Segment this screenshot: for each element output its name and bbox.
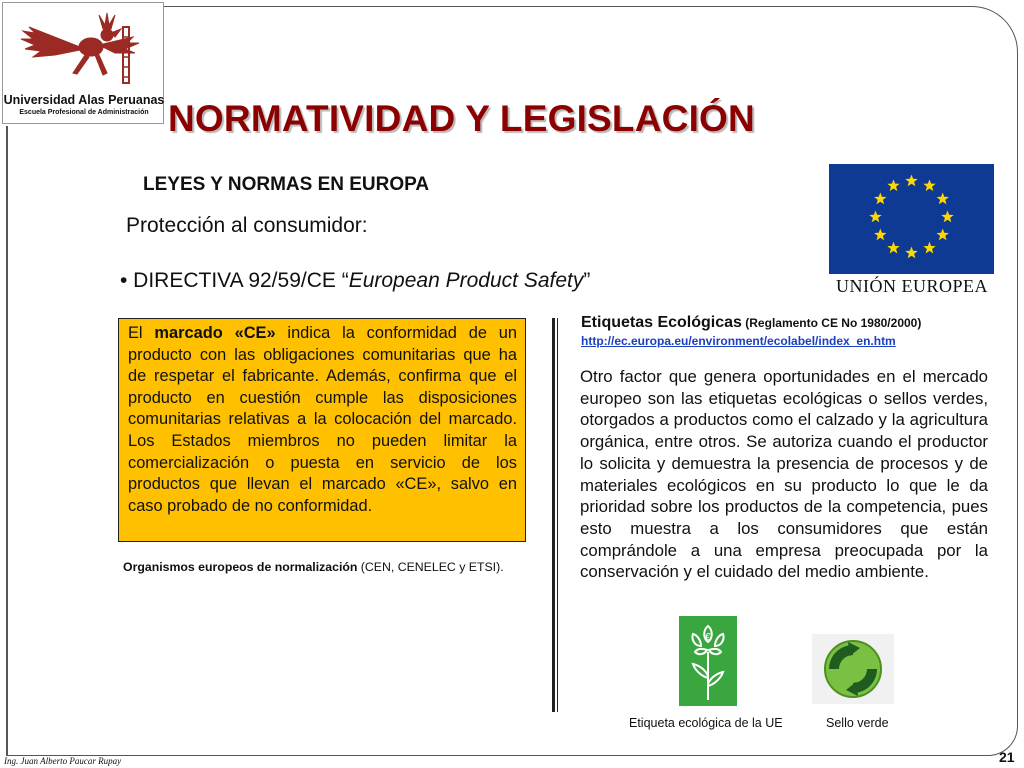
directive-name: European Product Safety — [348, 269, 584, 292]
eu-ecolabel-caption: Etiqueta ecológica de la UE — [629, 716, 783, 730]
eco-regulation: (Reglamento CE No 1980/2000) — [741, 316, 922, 330]
green-dot-graphic — [812, 634, 894, 704]
green-dot-recycling-icon — [812, 634, 894, 704]
university-name: Universidad Alas Peruanas — [3, 93, 165, 107]
ce-marking-box — [118, 318, 526, 542]
subheading: Protección al consumidor: — [126, 214, 368, 237]
eu-star-icon — [874, 229, 886, 241]
column-divider — [552, 318, 558, 712]
eu-ecolabel-graphic — [679, 616, 737, 706]
directive-bullet — [120, 269, 590, 293]
ce-text-start: El — [128, 324, 155, 342]
eco-labels-heading — [581, 314, 921, 332]
eu-star-icon — [887, 179, 899, 191]
eu-star-icon — [937, 229, 949, 241]
slide-frame-left-edge — [6, 126, 8, 756]
org-note-bold: Organismos europeos de normalización — [123, 560, 358, 574]
svg-text:€: € — [705, 632, 711, 643]
ce-text-rest: indica la conformidad de un producto con las obligaciones comunitarias que ha de respetar el fabricante. Además, confirma que el producto en cuestión cumple las disposiciones comunitarias relativas a la colocación del marcado. Los Estados miembros no pueden limitar la comercialización o puesta en servicio de los productos que llevan el marcado «CE», salvo en caso probado de no conformidad. — [128, 324, 517, 515]
winged-figure-icon — [15, 7, 155, 87]
eu-star-icon — [874, 193, 886, 205]
eu-caption: UNIÓN EUROPEA — [836, 276, 988, 296]
directive-suffix: ” — [583, 269, 591, 292]
university-school: Escuela Profesional de Administración — [19, 109, 149, 116]
eu-star-icon — [869, 211, 881, 223]
eu-flag-icon — [829, 164, 994, 274]
eco-labels-paragraph: Otro factor que genera oportunidades en el mercado europeo son las etiquetas ecológicas o sellos verdes, otorgados a productos como el calzado y la agricultura orgánica, entre otros. Se autoriza cuando el productor lo solicita y demuestra la presencia de procesos y de materiales ecológicos en su producto lo que le da prioridad sobre los productos de la competencia, pues esto muestra a los consumidores que están comprándole a una empresa preocupada por la conservación y el cuidado del medio ambiente. — [580, 367, 988, 582]
university-logo — [2, 2, 164, 124]
section-heading: LEYES Y NORMAS EN EUROPA — [143, 174, 430, 195]
eu-stars-circle — [829, 164, 994, 274]
org-note-rest: (CEN, CENELEC y ETSI). — [357, 560, 504, 574]
standards-bodies-note — [123, 560, 504, 574]
green-seal-caption: Sello verde — [826, 716, 889, 730]
author-credit: Ing. Juan Alberto Paucar Rupay — [4, 756, 122, 766]
eu-star-icon — [905, 175, 917, 187]
eu-star-icon — [887, 242, 899, 254]
ce-text-bold: marcado «CE» — [154, 324, 276, 342]
eco-title-text: Etiquetas Ecológicas — [581, 314, 742, 331]
eu-star-icon — [923, 242, 935, 254]
page-number: 21 — [999, 749, 1015, 765]
directive-prefix: • DIRECTIVA 92/59/CE “ — [120, 269, 349, 292]
eu-star-icon — [923, 179, 935, 191]
ecolabel-link[interactable]: http://ec.europa.eu/environment/ecolabel/index_en.htm — [581, 334, 896, 348]
slide-title: NORMATIVIDAD Y LEGISLACIÓN — [168, 98, 755, 139]
eu-star-icon — [941, 211, 953, 223]
eu-star-icon — [905, 247, 917, 259]
eu-star-icon — [937, 193, 949, 205]
eu-ecolabel-flower-icon — [679, 616, 737, 706]
